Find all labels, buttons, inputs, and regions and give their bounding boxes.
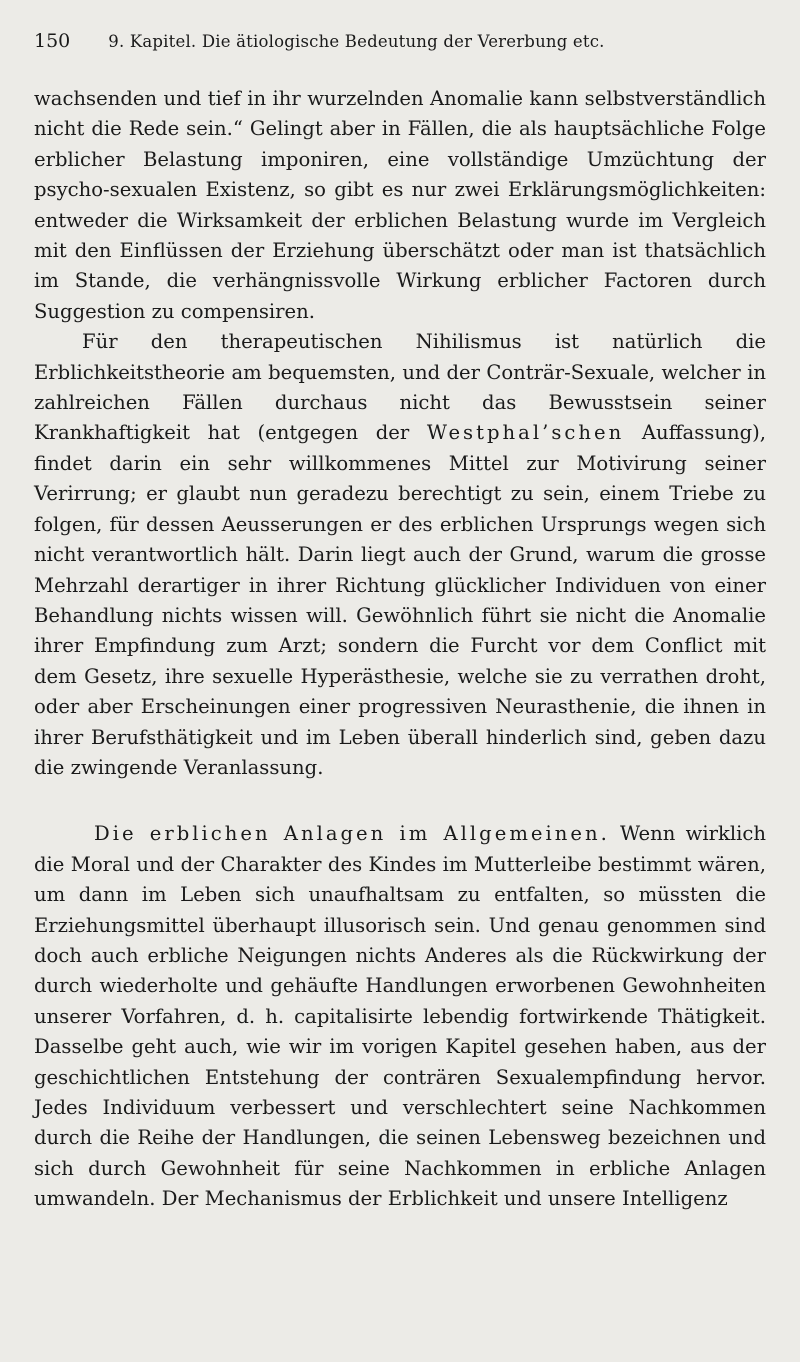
paragraph-text: Auffassung), findet darin ein sehr willkommenes Mittel zur Motivirung seiner Verirrung; er glaubt nun geradezu berechtigt zu sein, einem Triebe zu folgen, für dessen Aeusserungen er des erblichen Ursprungs wegen sich nicht verantwortlich hält. Darin liegt auch der Grund, warum die grosse Mehrzahl derartiger in ihrer Richtung glücklicher Individuen von einer Behandlung nichts wissen will. Gewöhnlich führt sie nicht die Anomalie ihrer Empfindung zum Arzt; sondern die Furcht vor dem Conflict mit dem Gesetz, ihre sexuelle Hyperästhesie, welche sie zu verrathen droht, oder aber Erscheinungen einer progressiven Neurasthenie, die ihnen in ihrer Berufsthätigkeit und im Leben überall hinderlich sind, geben dazu die zwingende Veranlassung. <box>34 421 766 779</box>
running-head <box>34 30 766 64</box>
paragraph-continuation: wachsenden und tief in ihr wurzelnden Anomalie kann selbstverständlich nicht die Rede sein.“ Gelingt aber in Fällen, die als hauptsächliche Folge erblicher Belastung imponiren, eine vollständige Umzüchtung der psycho-sexualen Existenz, so gibt es nur zwei Erklärungsmöglichkeiten: entweder die Wirksamkeit der erblichen Belastung wurde im Vergleich mit den Einflüssen der Erziehung überschätzt oder man ist thatsächlich im Stande, die verhängnissvolle Wirkung erblicher Factoren durch Suggestion zu compensiren. <box>34 87 766 323</box>
paragraph-text: Für den therapeutischen Nihilismus ist natürlich die Erblichkeitstheorie am bequemsten, und der Conträr-Sexuale, welcher in zahlreichen Fällen durchaus nicht das Bewusstsein seiner Krankhaftigkeit hat (entgegen der <box>34 330 766 445</box>
page-number: 150 <box>34 30 71 52</box>
paragraph-nihilismus <box>34 327 766 783</box>
chapter-title: 9. Kapitel. Die ätiologische Bedeutung der Vererbung etc. <box>108 32 605 51</box>
page-body <box>34 84 766 1215</box>
paragraph-text: Wenn wirklich die Moral und der Charakter des Kindes im Mutterleibe bestimmt wären, um dann im Leben sich unaufhaltsam zu entfalten, so müssten die Erziehungsmittel überhaupt illusorisch sein. Und genau genommen sind doch auch erbliche Neigungen nichts Anderes als die Rückwirkung der durch wiederholte und gehäufte Handlungen erworbenen Gewohnheiten unserer Vorfahren, d. h. capitalisirte lebendig fortwirkende Thätigkeit. Dasselbe geht auch, wie wir im vorigen Kapitel gesehen haben, aus der geschichtlichen Entstehung der conträren Sexualempfindung hervor. Jedes Individuum verbessert und verschlechtert seine Nachkommen durch die Reihe der Handlungen, die seinen Lebensweg bezeichnen und sich durch Gewohnheit für seine Nachkommen in erbliche Anlagen umwandeln. Der Mechanismus der Erblichkeit und unsere Intelligenz <box>34 822 766 1211</box>
section-heading: Die erblichen Anlagen im Allgemeinen. <box>94 822 610 846</box>
emphasized-name: Westphal’schen <box>426 421 625 445</box>
paragraph-erbliche-anlagen <box>34 819 766 1214</box>
